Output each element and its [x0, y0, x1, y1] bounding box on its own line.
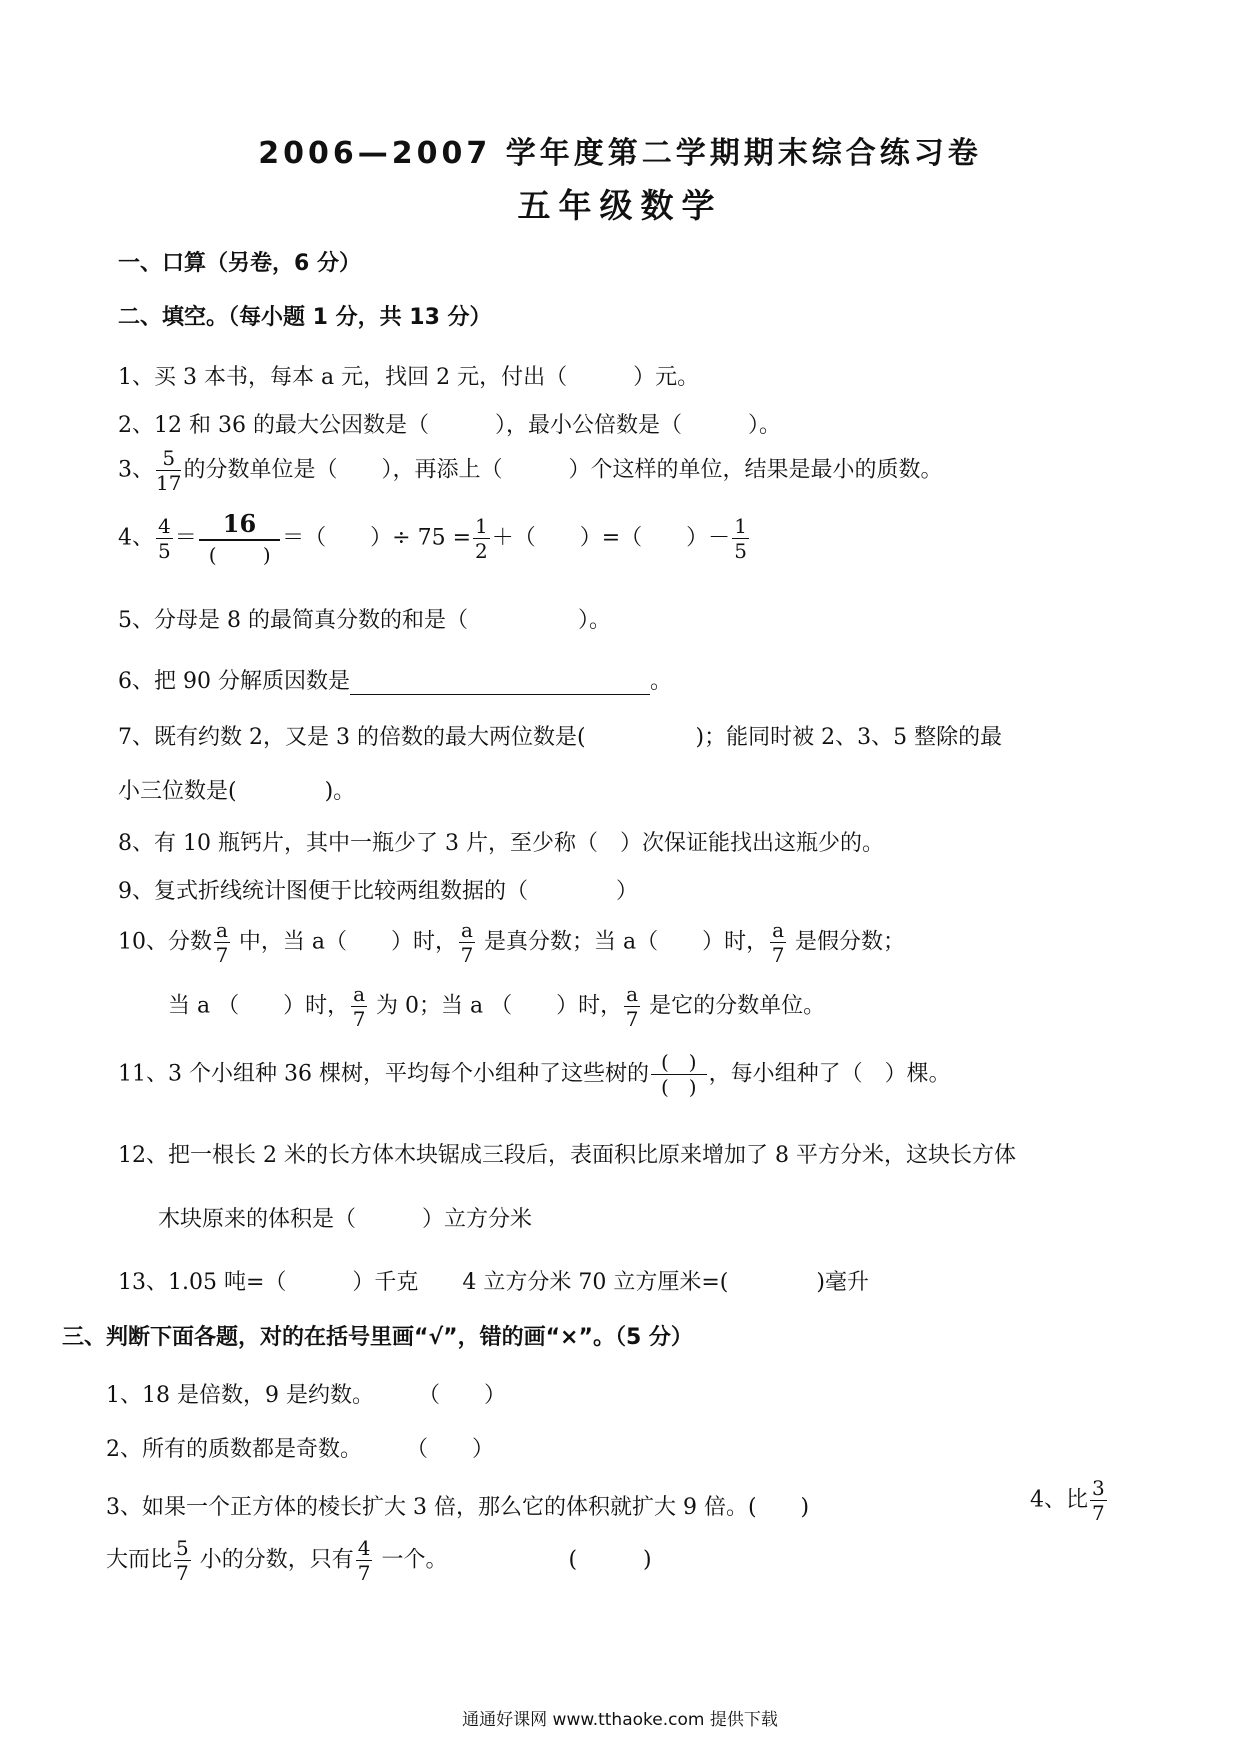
fraction-a-7: $\frac{a}{7}$: [352, 982, 366, 1031]
question-9: 9、复式折线统计图便于比较两组数据的（ ）: [118, 879, 638, 904]
fraction-5-7: $\frac{5}{7}$: [176, 1536, 189, 1585]
section-heading-1: 一、口算（另卷，6 分）: [118, 251, 361, 276]
fraction-4-5: $\frac{4}{5}$: [158, 514, 171, 563]
section-heading-2: 二、填空。（每小题 1 分，共 13 分）: [118, 305, 492, 330]
question-7-line-2: 小三位数是( )。: [118, 779, 356, 804]
section-heading-3: 三、判断下面各题，对的在括号里画“√”，错的画“×”。（5 分）: [62, 1325, 693, 1350]
fraction-16-blank: $\frac{16}{( )}$: [199, 512, 280, 565]
question-10-line-1: 10、分数 $\frac{a}{7}$ 中，当 a（ ）时， $\frac{a}{7}$ 是真分数；当 a（ ）时， $\frac{a}{7}$ 是假分数；: [118, 918, 906, 967]
fraction-5-17: $\frac{5}{17}$: [156, 446, 182, 495]
fraction-a-7: $\frac{a}{7}$: [460, 918, 474, 967]
fraction-blank: $\frac{( )}{( )}$: [651, 1052, 707, 1097]
answer-line: [350, 672, 650, 695]
fraction-1-2: $\frac{1}{2}$: [475, 514, 488, 563]
fraction-a-7: $\frac{a}{7}$: [215, 918, 229, 967]
fraction-a-7: $\frac{a}{7}$: [625, 982, 639, 1031]
judge-4-start: 4、比 $\frac{3}{7}$: [1030, 1476, 1105, 1525]
paper-title: 2006—2007 学年度第二学期期末综合练习卷: [258, 136, 982, 171]
question-3: 3、 $\frac{5}{17}$ 的分数单位是（ ），再添上（ ）个这样的单位，结果是最小的质数。: [118, 446, 943, 495]
fraction-4-7: $\frac{4}{7}$: [357, 1536, 371, 1585]
question-12-line-1: 12、把一根长 2 米的长方体木块锯成三段后，表面积比原来增加了 8 平方分米，这块长方体: [118, 1143, 1016, 1168]
question-7-line-1: 7、既有约数 2，又是 3 的倍数的最大两位数是( )；能同时被 2、3、5 整除的最: [118, 725, 1003, 750]
question-10-line-2: 当 a （ ）时， $\frac{a}{7}$ 为 0；当 a （ ）时， $\frac{a}{7}$ 是它的分数单位。: [168, 982, 826, 1031]
judge-2: 2、所有的质数都是奇数。 （ ）: [106, 1437, 494, 1462]
question-12-line-2: 木块原来的体积是（ ）立方分米: [158, 1207, 533, 1232]
footer-credit: 通通好课网 www.tthaoke.com 提供下载: [462, 1710, 778, 1730]
question-6: 6、把 90 分解质因数是 。: [118, 669, 672, 694]
question-1: 1、买 3 本书，每本 a 元，找回 2 元，付出（ ）元。: [118, 365, 700, 390]
fraction-1-5: $\frac{1}{5}$: [734, 514, 747, 563]
question-5: 5、分母是 8 的最简真分数的和是（ ）。: [118, 608, 611, 633]
question-11: 11、3 个小组种 36 棵树，平均每个小组种了这些树的 $\frac{( )}{( )}$ ，每小组种了（ ）棵。: [118, 1050, 951, 1099]
judge-1: 1、18 是倍数，9 是约数。 （ ）: [106, 1383, 506, 1408]
fraction-a-7: $\frac{a}{7}$: [771, 918, 785, 967]
question-13: 13、1.05 吨=（ ）千克 4 立方分米 70 立方厘米=( )毫升: [118, 1270, 869, 1295]
question-8: 8、有 10 瓶钙片，其中一瓶少了 3 片，至少称（ ）次保证能找出这瓶少的。: [118, 831, 884, 856]
judge-4-continued: 大而比 $\frac{5}{7}$ 小的分数，只有 $\frac{4}{7}$ 一个。 ( ): [106, 1536, 652, 1585]
judge-3: 3、如果一个正方体的棱长扩大 3 倍，那么它的体积就扩大 9 倍。( ): [106, 1495, 810, 1520]
paper-subtitle: 五年级数学: [517, 186, 723, 225]
question-2: 2、12 和 36 的最大公因数是（ ），最小公倍数是（ ）。: [118, 413, 781, 438]
fraction-3-7: $\frac{3}{7}$: [1092, 1476, 1105, 1525]
question-4: 4、 $\frac{4}{5}$ ＝ $\frac{16}{( )}$ ＝（ ）÷ 75 = $\frac{1}{2}$ ＋（ ）=（ ）－ $\frac{1}{5}$: [118, 509, 747, 567]
